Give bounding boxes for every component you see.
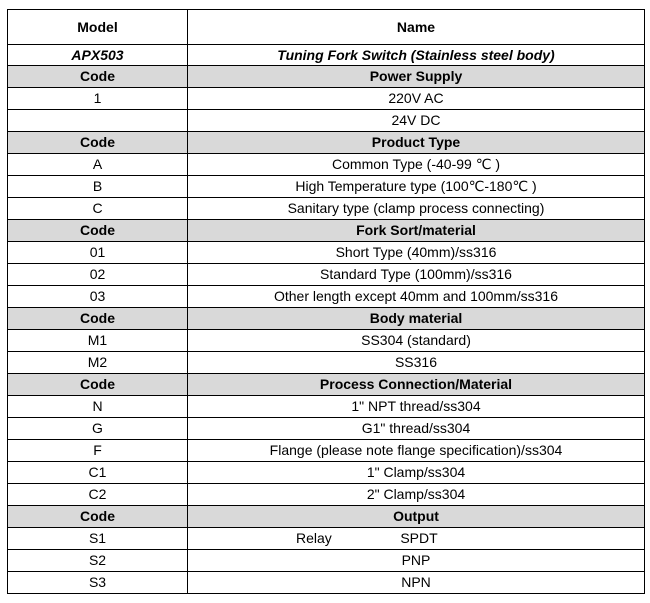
option-name: SPDT — [400, 530, 438, 546]
option-code: C — [8, 198, 188, 220]
table-row — [8, 198, 645, 220]
model-number: APX503 — [8, 45, 188, 66]
option-name: Flange (please note flange specification)/ss304 — [188, 440, 645, 462]
option-code: S3 — [8, 572, 188, 594]
table-header-row — [8, 10, 645, 45]
model-row — [8, 45, 645, 66]
name-column-header: Name — [188, 10, 645, 45]
option-code: C1 — [8, 462, 188, 484]
option-name: 1" NPT thread/ss304 — [188, 396, 645, 418]
table-row — [8, 550, 645, 572]
option-name: 1" Clamp/ss304 — [188, 462, 645, 484]
option-code: B — [8, 176, 188, 198]
table-row — [8, 176, 645, 198]
option-code — [8, 110, 188, 132]
section-header-process-connection-material — [8, 374, 645, 396]
option-name: Short Type (40mm)/ss316 — [188, 242, 645, 264]
option-code: 1 — [8, 88, 188, 110]
option-name: SS304 (standard) — [188, 330, 645, 352]
option-code: F — [8, 440, 188, 462]
option-name: NPN — [188, 572, 645, 594]
section-header-fork-sort-material — [8, 220, 645, 242]
option-code: M2 — [8, 352, 188, 374]
model-column-header: Model — [8, 10, 188, 45]
table-row — [8, 242, 645, 264]
option-name: Standard Type (100mm)/ss316 — [188, 264, 645, 286]
code-column-label: Code — [8, 132, 188, 154]
section-title: Product Type — [188, 132, 645, 154]
option-code: S2 — [8, 550, 188, 572]
option-name: Other length except 40mm and 100mm/ss316 — [188, 286, 645, 308]
option-name: 24V DC — [188, 110, 645, 132]
option-code: M1 — [8, 330, 188, 352]
option-code: 01 — [8, 242, 188, 264]
option-name-cell — [188, 528, 645, 550]
table-row — [8, 88, 645, 110]
option-name: Sanitary type (clamp process connecting) — [188, 198, 645, 220]
table-row — [8, 330, 645, 352]
option-code: G — [8, 418, 188, 440]
section-header-product-type — [8, 132, 645, 154]
output-type-label: Relay — [296, 530, 332, 546]
code-column-label: Code — [8, 220, 188, 242]
table-row — [8, 352, 645, 374]
option-name: 2" Clamp/ss304 — [188, 484, 645, 506]
table-row — [8, 484, 645, 506]
section-header-body-material — [8, 308, 645, 330]
section-title: Process Connection/Material — [188, 374, 645, 396]
table-row — [8, 572, 645, 594]
option-code: 03 — [8, 286, 188, 308]
section-title: Body material — [188, 308, 645, 330]
table-row — [8, 286, 645, 308]
option-name: Common Type (-40-99 ℃ ) — [188, 154, 645, 176]
product-code-table — [7, 9, 645, 594]
code-column-label: Code — [8, 506, 188, 528]
section-title: Power Supply — [188, 66, 645, 88]
table-row — [8, 528, 645, 550]
code-column-label: Code — [8, 66, 188, 88]
option-code: N — [8, 396, 188, 418]
option-name: PNP — [188, 550, 645, 572]
table-row — [8, 110, 645, 132]
option-name: SS316 — [188, 352, 645, 374]
table-row — [8, 396, 645, 418]
option-name: High Temperature type (100℃-180℃ ) — [188, 176, 645, 198]
table-row — [8, 440, 645, 462]
section-title: Output — [188, 506, 645, 528]
table-row — [8, 264, 645, 286]
option-name: 220V AC — [188, 88, 645, 110]
code-column-label: Code — [8, 308, 188, 330]
table-row — [8, 418, 645, 440]
option-code: A — [8, 154, 188, 176]
table-body — [8, 10, 645, 594]
option-code: C2 — [8, 484, 188, 506]
section-header-power-supply — [8, 66, 645, 88]
table-row — [8, 462, 645, 484]
section-title: Fork Sort/material — [188, 220, 645, 242]
product-name: Tuning Fork Switch (Stainless steel body) — [188, 45, 645, 66]
section-header-output — [8, 506, 645, 528]
table-row — [8, 154, 645, 176]
option-name: G1" thread/ss304 — [188, 418, 645, 440]
option-code: S1 — [8, 528, 188, 550]
option-code: 02 — [8, 264, 188, 286]
code-column-label: Code — [8, 374, 188, 396]
